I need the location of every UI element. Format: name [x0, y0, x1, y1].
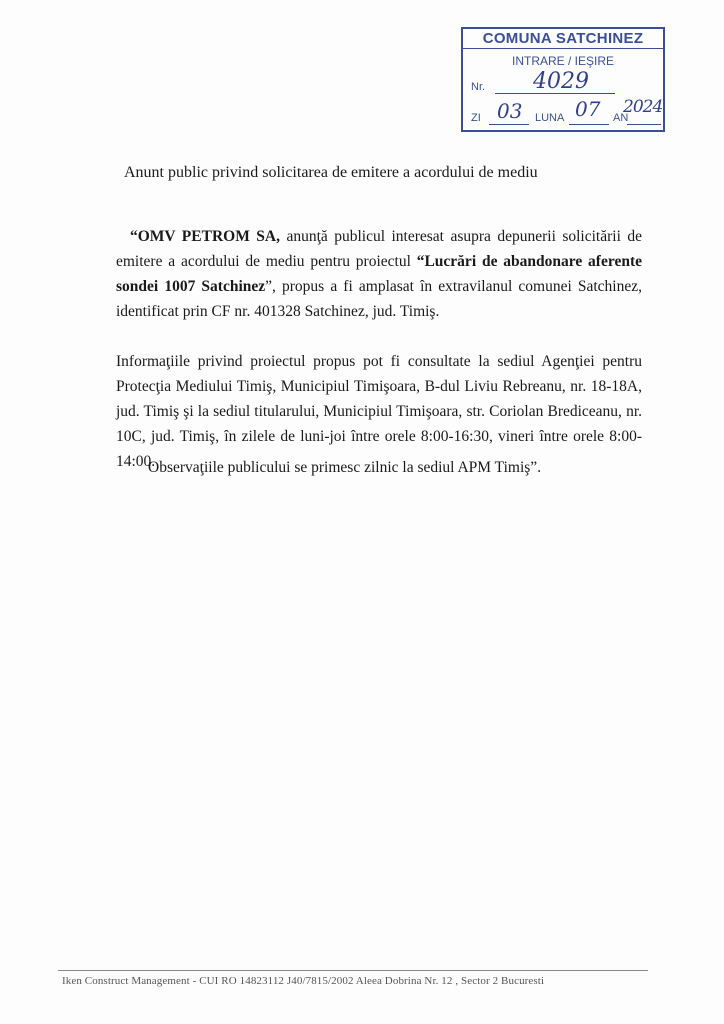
location-text: ”, propus a fi amplasat în extravilanul comunei Satchinez, identificat prin CF nr. 401328 Satchinez, jud. Timiş.: [116, 278, 642, 320]
stamp-an-label: AN: [613, 112, 629, 124]
information-paragraph: Informaţiile privind proiectul propus pot fi consultate la sediul Agenţiei pentru Protecţia Mediului Timiş, Municipiul Timişoara, B-dul Liviu Rebreanu, nr. 18-18A, jud. Timiş şi la sediul titularului, Municipiul Timişoara, str. Coriolan Brediceanu, nr. 10C, jud. Timiş, în zilele de luni-joi între orele 8:00-16:30, vineri între orele 8:00-14:00.: [116, 353, 642, 470]
footer-divider: [58, 970, 648, 971]
document-title: Anunt public privind solicitarea de emitere a acordului de mediu: [124, 164, 538, 181]
announcement-text: anunţă publicul interesat asupra depunerii solicitării de emitere a acordului de mediu pentru proiectul: [116, 228, 642, 270]
observations-paragraph: Observaţiile publicului se primesc zilnic la sediul APM Timiş”.: [148, 459, 542, 476]
stamp-zi-value: 03: [497, 99, 523, 123]
stamp-luna-value: 07: [575, 97, 601, 121]
project-name: “Lucrări de abandonare aferente sondei 1007 Satchinez: [116, 253, 642, 295]
stamp-an-value: 2024: [623, 97, 663, 117]
stamp-nr-value: 4029: [533, 69, 589, 94]
company-name: “OMV PETROM SA,: [130, 228, 280, 245]
footer-company-info: Iken Construct Management - CUI RO 14823112 J40/7815/2002 Aleea Dobrina Nr. 12 , Sector 2 Bucuresti: [62, 975, 545, 987]
stamp-luna-label: LUNA: [535, 112, 565, 124]
stamp-title: COMUNA SATCHINEZ: [463, 30, 663, 49]
stamp-zi-label: ZI: [471, 112, 481, 124]
announcement-paragraph: [116, 224, 642, 324]
stamp-subtitle: INTRARE / IEŞIRE: [511, 54, 615, 68]
stamp-nr-label: Nr.: [471, 81, 486, 93]
registry-stamp: [461, 27, 665, 132]
